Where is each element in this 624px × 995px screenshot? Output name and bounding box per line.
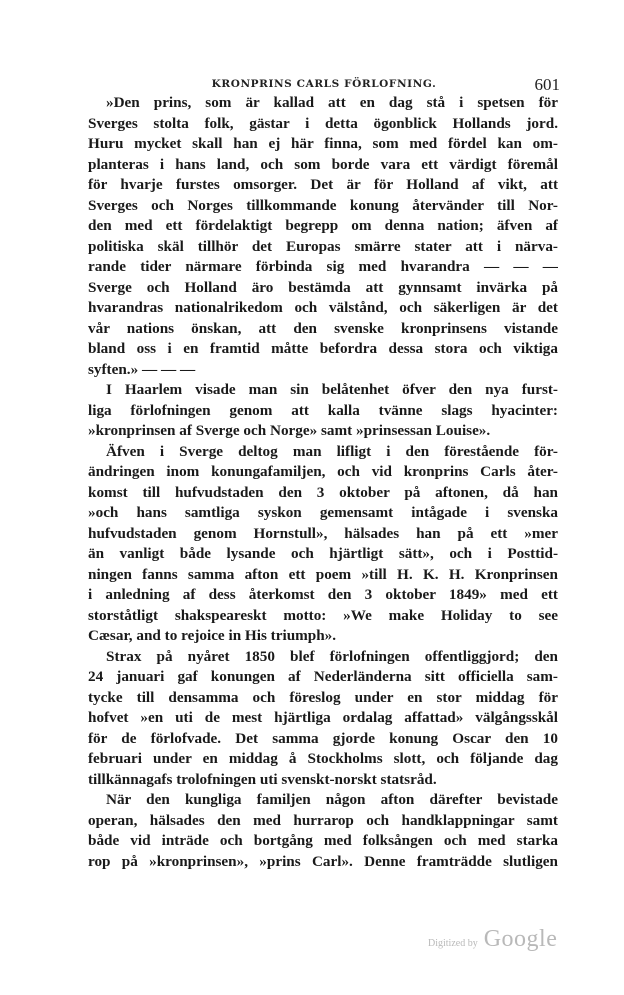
text-line: ändringen inom konungafamiljen, och vid kronprins Carls åter- (88, 463, 558, 480)
text-line: bland oss i en framtid måtte befordra dessa stora och viktiga (88, 340, 558, 357)
text-line: operan, hälsades den med hurrarop och handklappningar samt (88, 811, 558, 829)
text-line: Huru mycket skall han ej här finna, som med fördel kan om- (88, 135, 558, 152)
text-line: »kronprinsen af Sverge och Norge» samt »prinsessan Louise». (88, 422, 491, 439)
text-line: liga förlofningen genom att kalla tvänne slags hyacinter: (88, 401, 558, 419)
text-line: tillkännagafs trolofningen uti svenskt-norskt statsråd. (88, 770, 437, 788)
text-line: 24 januari gaf konungen af Nederländerna sitt officiella sam- (88, 668, 558, 685)
paragraph (88, 442, 558, 647)
text-line: för de förlofvade. Det samma gjorde konung Oscar den 10 (88, 729, 558, 747)
text-line: vår nations önskan, att den svenske kronprinsens vistande (88, 319, 558, 337)
text-line: rande tider närmare förbinda sig med hvarandra — — — (88, 258, 558, 275)
text-line: »och hans samtliga syskon gemensamt intågade i svenska (88, 504, 558, 521)
digitized-by-google-watermark (428, 926, 557, 953)
text-line: syften.» — — — (88, 360, 196, 378)
paragraph (88, 647, 558, 791)
paragraph (88, 790, 558, 872)
text-line: än vanligt både lysande och hjärtligt sätt», och i Posttid- (88, 545, 558, 562)
text-line: tycke till densamma och föreslog under en stor middag för (88, 688, 558, 706)
text-line: rop på »kronprinsen», »prins Carl». Denne framträdde slutligen (88, 852, 558, 870)
google-logo: Google (483, 926, 558, 952)
text-line: hufvudstaden genom Hornstull», hälsades han på ett »mer (88, 524, 558, 542)
text-line: ningen fanns samma afton ett poem »till H. K. H. Kronprinsen (88, 565, 558, 583)
text-line: Cæsar, and to rejoice in His triumph». (88, 627, 337, 644)
text-line: storståtligt shakspeareskt motto: »We make Holiday to see (88, 606, 558, 624)
text-line: februari under en middag å Stockholms slott, och följande dag (88, 750, 558, 767)
body-text (88, 93, 558, 872)
text-line: »Den prins, som är kallad att en dag stå i spetsen för (106, 94, 558, 111)
text-line: Sverges och Norges tillkommande konung återvänder till Nor- (88, 196, 558, 214)
text-line: I Haarlem visade man sin belåtenhet öfver den nya furst- (106, 381, 558, 398)
text-line: i anledning af dess återkomst den 3 oktober 1849» med ett (88, 586, 558, 603)
paragraph (88, 380, 558, 442)
page-header (88, 75, 560, 93)
text-line: för hvarje furstes omsorger. Det är för Holland af vikt, att (88, 176, 558, 193)
text-line: Äfven i Sverge deltog man lifligt i den förestående för- (106, 442, 558, 460)
text-line: politiska skäl tillhör det Europas smärre stater att i närva- (88, 237, 558, 255)
text-line: komst till hufvudstaden den 3 oktober på aftonen, då han (88, 483, 558, 501)
text-line: hofvet »en uti de mest hjärtliga ordalag affattad» välgångsskål (88, 709, 558, 726)
text-line: planteras i hans land, och som borde vara ett värdigt föremål (88, 155, 558, 173)
paragraph (88, 93, 558, 380)
text-line: När den kungliga familjen någon afton därefter bevistade (106, 791, 558, 808)
text-line: Strax på nyåret 1850 blef förlofningen offentliggjord; den (106, 647, 558, 665)
text-line: Sverge och Holland äro bestämda att gynnsamt invärka på (88, 278, 558, 296)
page-number: 601 (534, 75, 560, 94)
text-line: både vid inträde och bortgång med folksången och med starka (88, 832, 558, 849)
watermark-prefix: Digitized by (428, 938, 478, 949)
text-line: hvarandras nationalrikedom och välstånd, och säkerligen är det (88, 299, 558, 316)
running-title: KRONPRINS CARLS FÖRLOFNING. (211, 78, 437, 90)
text-line: den med ett fördelaktigt begrepp om denna nation; äfven af (88, 217, 558, 234)
text-line: Sverges stolta folk, gästar i detta ögonblick Hollands jord. (88, 114, 558, 132)
